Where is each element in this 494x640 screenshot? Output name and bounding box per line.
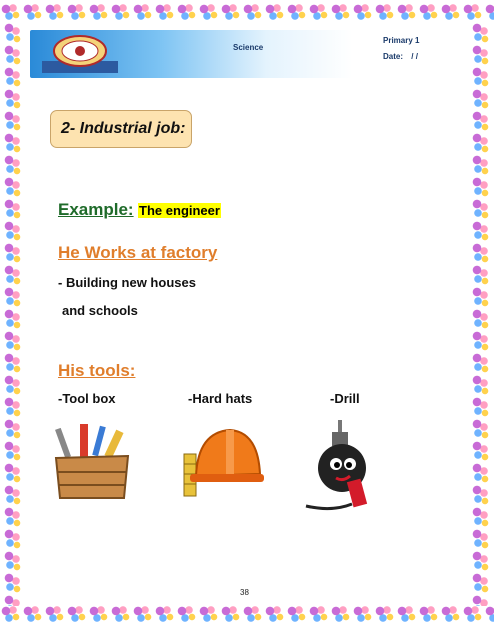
toolbox-icon (52, 422, 132, 502)
section-title-box (50, 110, 192, 148)
tool-label-toolbox: -Tool box (58, 391, 116, 406)
workplace-heading: He Works at factory (58, 243, 218, 262)
tool-label-hard-hats: -Hard hats (188, 391, 253, 406)
balloon-border-top (0, 2, 494, 24)
balloon-border-bottom (0, 604, 494, 626)
tool-label-drill: -Drill (330, 391, 360, 406)
example-row (58, 200, 221, 220)
example-value: The engineer (139, 203, 220, 218)
header-subject: Science (233, 43, 264, 52)
header-grade: Primary 1 (383, 36, 420, 45)
example-label: Example: (58, 200, 134, 219)
duty-line-2: and schools (62, 303, 138, 318)
balloon-border-right (470, 22, 492, 606)
school-logo (40, 33, 120, 75)
balloon-border-left (2, 22, 24, 606)
duty-line-1: - Building new houses (58, 275, 196, 290)
section-title: 2- Industrial job: (61, 120, 186, 137)
hard-hat-icon (182, 424, 266, 498)
date-label: Date: (383, 52, 404, 61)
date-value: / / (411, 52, 418, 61)
drill-icon (302, 418, 380, 512)
header-date (383, 52, 418, 61)
tools-heading: His tools: (58, 361, 136, 380)
page-number: 38 (240, 588, 249, 597)
